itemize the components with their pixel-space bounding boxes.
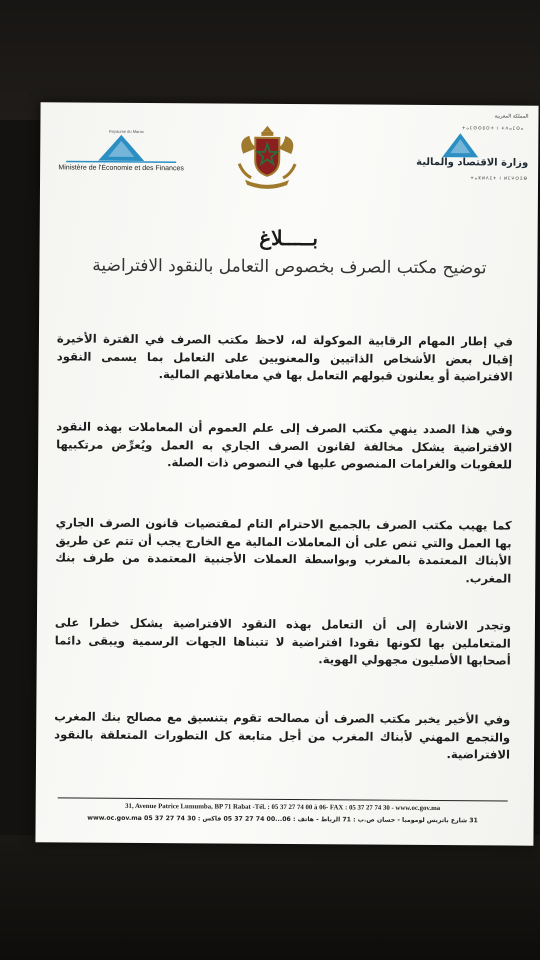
paragraph-4: وتجدر الاشارة إلى أن التعامل بهذه النقود الافتراضية يشكل خطرا على المتعاملين بها لكونها نقودا افتراضية لا تتبناها الجهات الرسمية ويبقى دائما أصحابها الأصليون مجهولي الهوية. [54, 615, 511, 668]
logo-tifinagh-text-top: ⵜⴰⵎⵙⵙⵓⵔⵜ ⵏ ⵜⴷⴰⵎⵙⴰ [462, 125, 525, 131]
coat-of-arms-icon [235, 124, 299, 190]
ministry-logo-ar [398, 111, 529, 192]
document-subtitle: توضيح مكتب الصرف بخصوص التعامل بالنقود الافتراضية [92, 255, 487, 279]
footer-address-fr: 31, Avenue Patrice Lumumba, BP 71 Rabat -Tél. : 05 37 27 74 00 à 06- FAX : 05 37 27 74 30 - www.oc.gov.ma [125, 802, 441, 813]
royal-emblem [235, 124, 299, 190]
footer-divider [58, 797, 508, 801]
logo-tifinagh-text: ⵜⴰⴳⵍⴷⵉⵜ ⵏ ⵍⵎⵖⵔⵉⴱ [470, 175, 529, 181]
paragraph-1: في إطار المهام الرقابية الموكولة له، لاحظ مكتب الصرف في الفترة الأخيرة إقبال بعض الأشخاص الذاتيين والمعنويين على التعامل بما يسمى النقود الافتراضية أو يعلنون قبولهم التعامل بها في معاملاتهم المالية. [56, 331, 513, 384]
triangle-logo-icon [56, 128, 186, 165]
ministry-logo-fr [56, 128, 186, 189]
document-sheet [35, 102, 538, 845]
logo-small-text: Royaume du Maroc [108, 128, 144, 134]
background-bottom [0, 835, 540, 960]
paragraph-5: وفي الأخير يخبر مكتب الصرف أن مصالحه تقوم بتنسيق مع مصالح بنك المغرب والتجمع المهني لأبناك المغرب من أجل متابعة كل التطورات المتعلقة بالنقود الافتراضية. [54, 709, 511, 762]
logo-text: Ministère de l'Économie et des Finances [58, 164, 184, 173]
footer-address-ar: 31 شارع باتريس لومومبا - حسان ص.ب : 71 الرباط - هاتف : 06...00 74 27 37 05 فاكس : 30 74 27 37 05 www.oc.gov.ma [87, 814, 478, 825]
triangle-logo-ar-icon [398, 131, 528, 160]
paragraph-2: وفي هذا الصدد ينهي مكتب الصرف إلى علم العموم أن المعاملات بهذه النقود الافتراضية يشكل مخالفة لقانون الصرف الجاري به العمل ويُعرِّض مرتكبيها للعقوبات والغرامات المنصوص عليها في النصوص ذات الصلة. [56, 419, 513, 472]
paragraph-3: كما يهيب مكتب الصرف بالجميع الاحترام التام لمقتضيات قانون الصرف الجاري بها العمل والتي تنص على أن المعاملات المالية مع الخارج يجب أن تتم عن طريق الأبناك المعتمدة بالمغرب وبواسطة العملات الأجنبية المعتمدة من طرف بنك المغرب. [55, 515, 512, 586]
logo-text-ar: وزارة الاقتصاد والمالية [416, 156, 529, 169]
document-title: بـــــلاغ [259, 225, 319, 251]
logo-small-text-ar: المملكة المغربية [494, 113, 529, 120]
